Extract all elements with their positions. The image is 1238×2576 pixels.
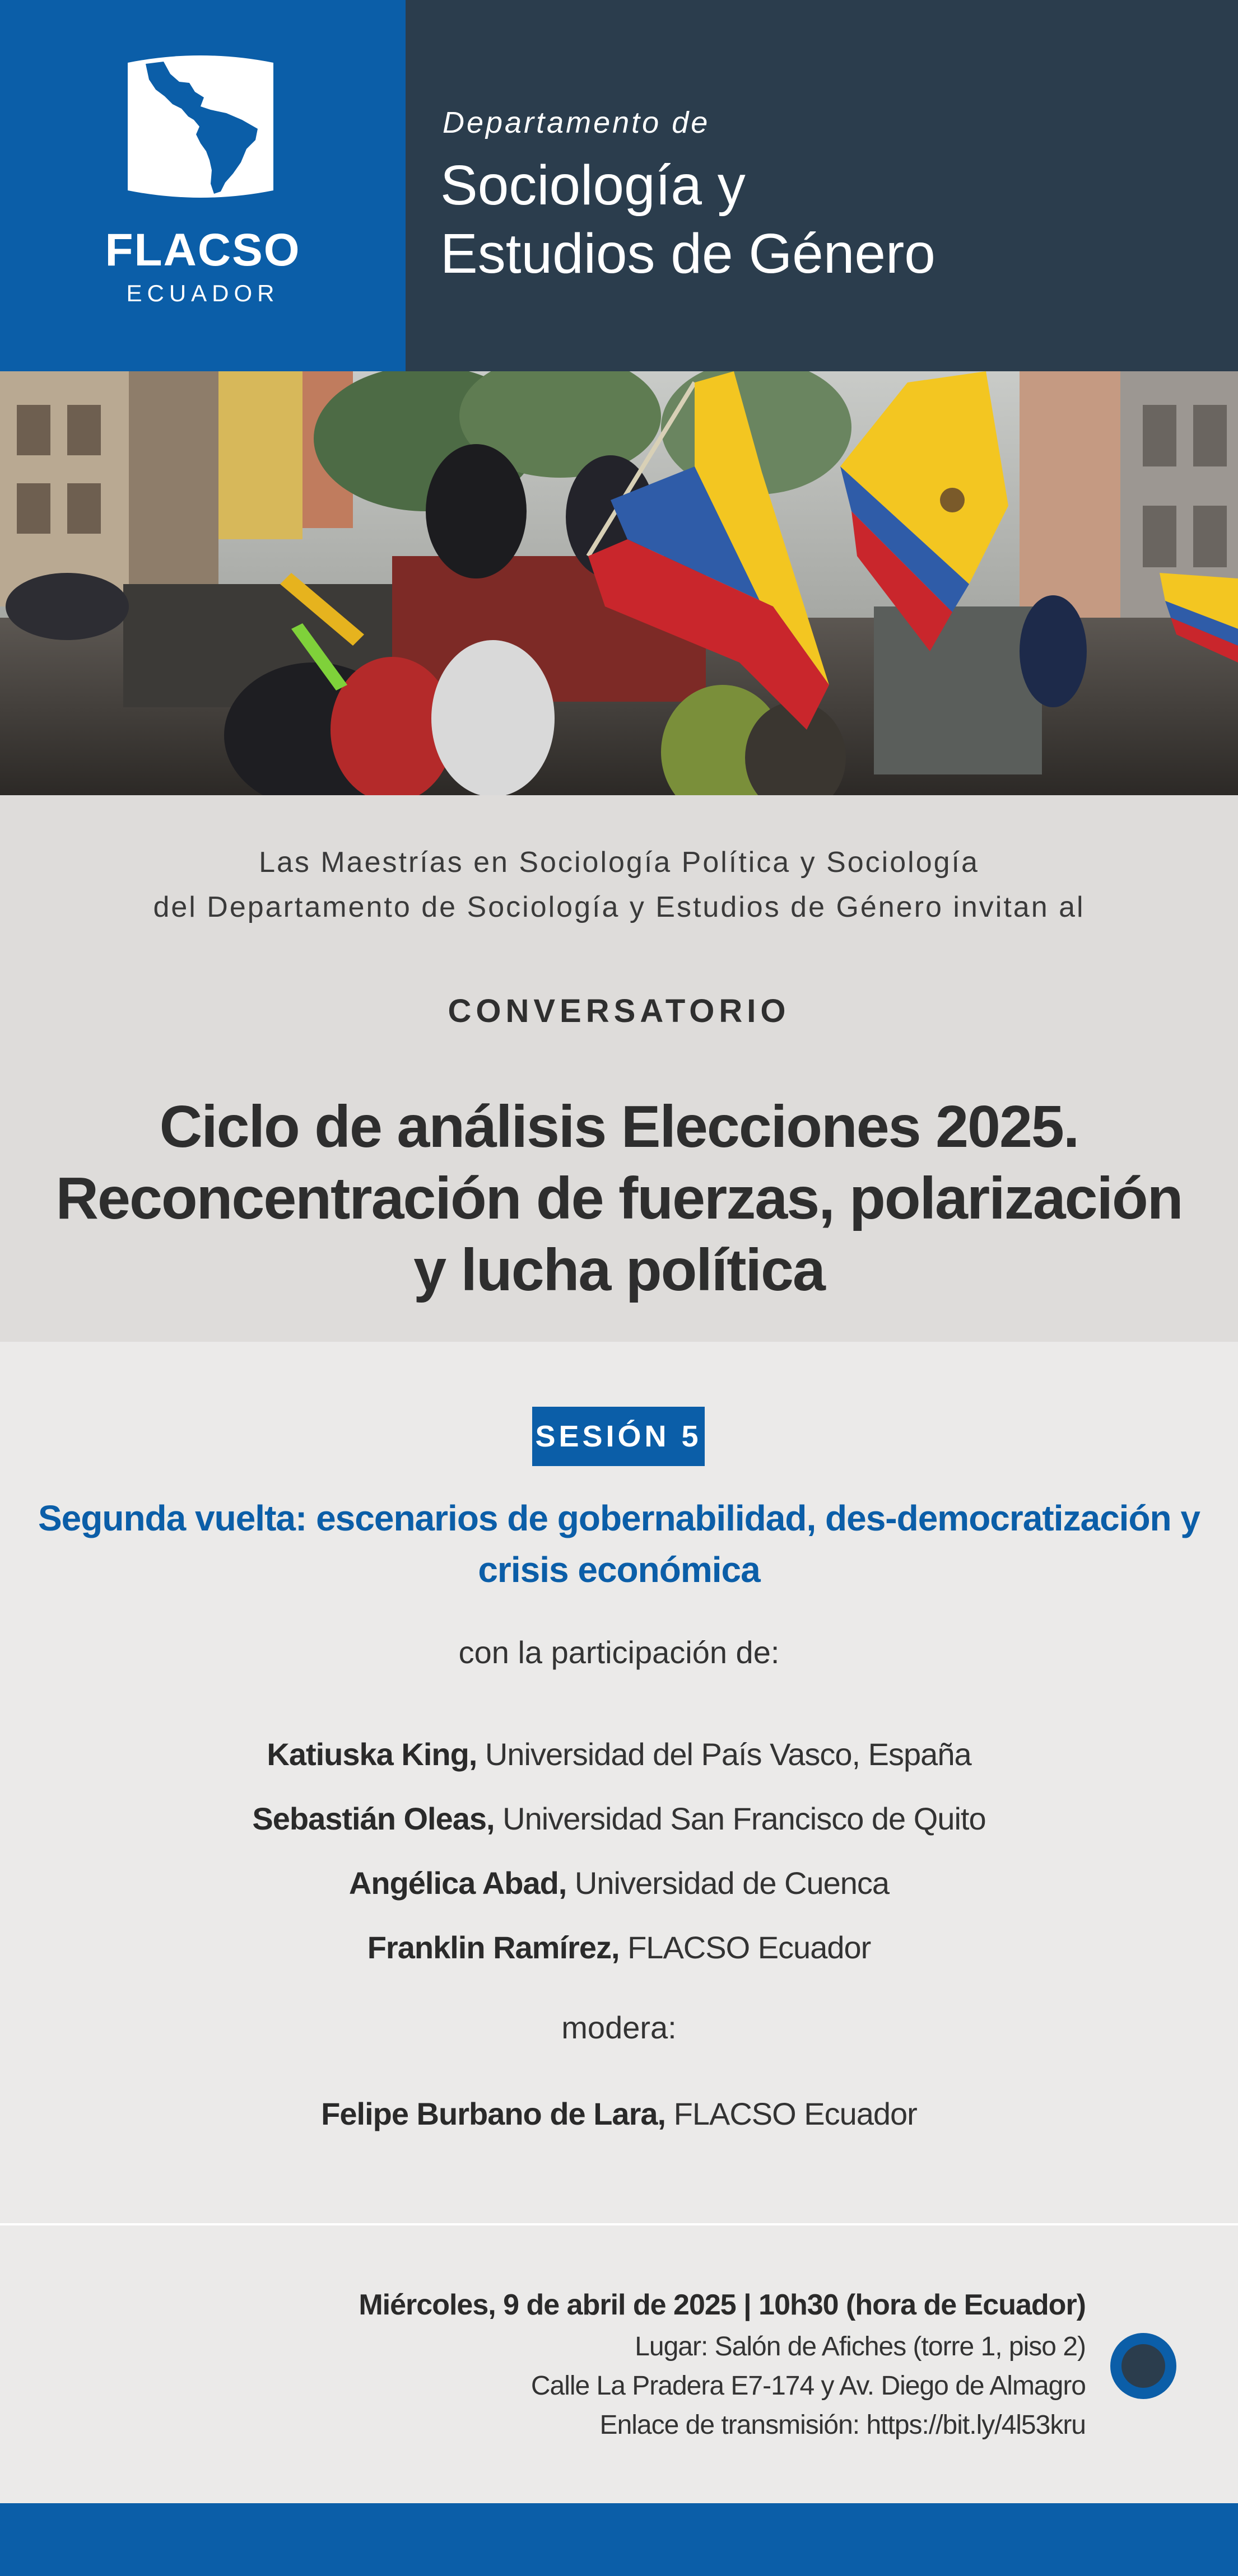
invitation-intro bbox=[0, 840, 1238, 930]
department-banner bbox=[406, 0, 1238, 371]
speaker-item bbox=[0, 1786, 1238, 1851]
moderator-name: Felipe Burbano de Lara, bbox=[321, 2096, 666, 2131]
event-title bbox=[0, 1091, 1238, 1306]
circle-icon bbox=[1110, 2333, 1176, 2399]
intro-line: Las Maestrías en Sociología Política y Sociología bbox=[259, 846, 979, 879]
speaker-name: Katiuska King, bbox=[267, 1737, 477, 1772]
logo-name: FLACSO bbox=[105, 225, 301, 276]
session-title-line: crisis económica bbox=[478, 1550, 760, 1590]
logo-subtitle: ECUADOR bbox=[126, 280, 280, 306]
circle-inner-icon bbox=[1121, 2344, 1165, 2388]
participants-label: con la participación de: bbox=[458, 1635, 780, 1670]
flacso-logo bbox=[0, 0, 406, 371]
speaker-affiliation: Universidad San Francisco de Quito bbox=[494, 1801, 986, 1836]
speaker-item bbox=[0, 1722, 1238, 1786]
event-title-line: y lucha política bbox=[413, 1237, 825, 1303]
protest-photo-illustration bbox=[0, 371, 1238, 795]
moderator-affiliation: FLACSO Ecuador bbox=[665, 2096, 917, 2131]
speaker-name: Angélica Abad, bbox=[348, 1865, 567, 1901]
intro-line: del Departamento de Sociología y Estudios de Género invitan al bbox=[153, 891, 1085, 923]
speaker-name: Franklin Ramírez, bbox=[367, 1930, 620, 1965]
event-address: Calle La Pradera E7-174 y Av. Diego de Almagro bbox=[530, 2371, 1086, 2401]
department-prefix: Departamento de bbox=[443, 106, 710, 139]
speaker-affiliation: Universidad de Cuenca bbox=[566, 1865, 890, 1901]
department-title-line: Sociología y bbox=[440, 154, 746, 217]
protest-photo bbox=[0, 371, 1238, 795]
session-title bbox=[0, 1492, 1238, 1595]
department-title bbox=[440, 151, 936, 288]
speaker-item bbox=[0, 1851, 1238, 1915]
event-details bbox=[301, 2283, 1086, 2445]
event-title-line: Ciclo de análisis Elecciones 2025. bbox=[159, 1094, 1079, 1160]
session-title-line: Segunda vuelta: escenarios de gobernabilidad, des-democratización y bbox=[38, 1498, 1200, 1538]
speaker-item bbox=[0, 1915, 1238, 1980]
moderator bbox=[0, 2096, 1238, 2132]
speaker-affiliation: FLACSO Ecuador bbox=[619, 1930, 871, 1965]
speaker-affiliation: Universidad del País Vasco, España bbox=[477, 1737, 971, 1772]
event-title-line: Reconcentración de fuerzas, polarización bbox=[55, 1165, 1183, 1231]
session-badge: SESIÓN 5 bbox=[532, 1407, 705, 1466]
department-title-line: Estudios de Género bbox=[440, 222, 936, 285]
moderator-label: modera: bbox=[561, 2010, 677, 2045]
header bbox=[0, 0, 1238, 371]
event-kind: CONVERSATORIO bbox=[448, 993, 790, 1029]
stream-link[interactable]: Enlace de transmisión: https://bit.ly/4l53kru bbox=[599, 2410, 1086, 2440]
latin-america-map-icon bbox=[117, 50, 285, 207]
speaker-list bbox=[0, 1722, 1238, 1980]
footer-bar bbox=[0, 2503, 1238, 2576]
section-divider bbox=[0, 2223, 1238, 2225]
event-date: Miércoles, 9 de abril de 2025 | 10h30 (hora de Ecuador) bbox=[359, 2289, 1086, 2321]
speaker-name: Sebastián Oleas, bbox=[252, 1801, 495, 1836]
event-place: Lugar: Salón de Afiches (torre 1, piso 2) bbox=[635, 2332, 1086, 2362]
